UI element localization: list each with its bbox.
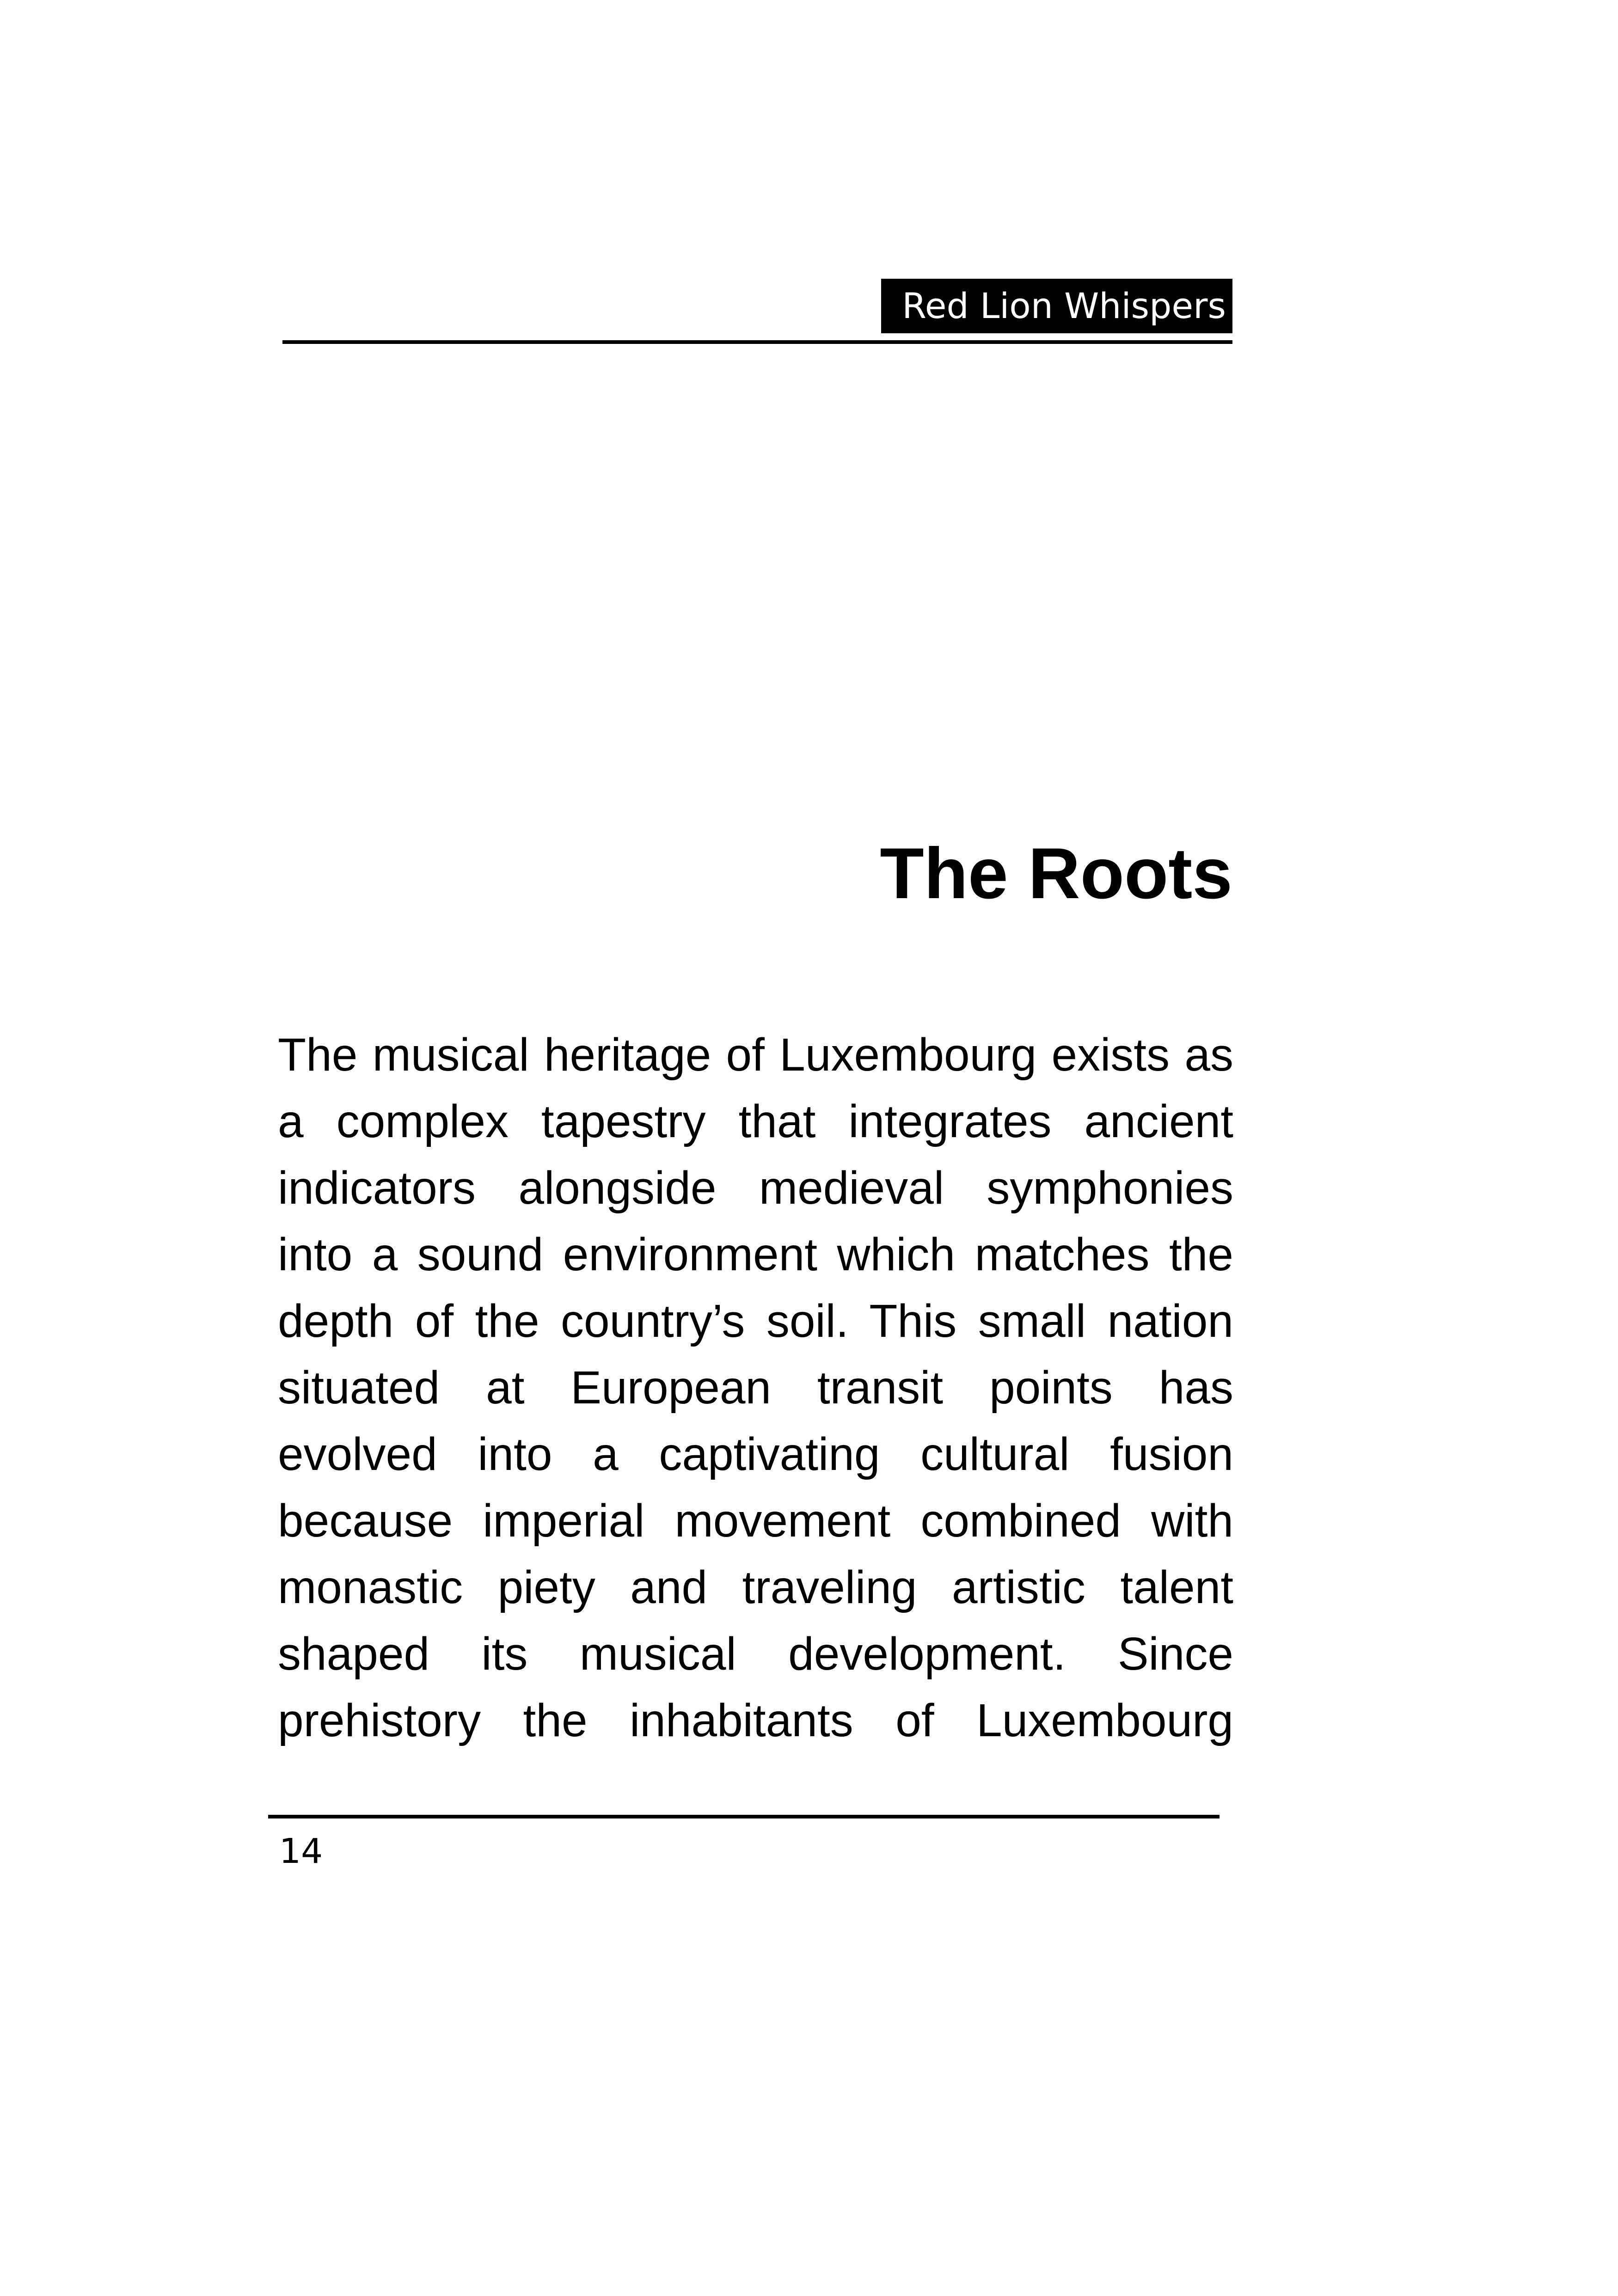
body-line: because imperial movement combined with — [278, 1495, 1233, 1547]
body-paragraph — [278, 1022, 1233, 1754]
body-line: indicators alongside medieval symphonies — [278, 1162, 1233, 1214]
body-line: situated at European transit points has — [278, 1362, 1233, 1414]
header-rule — [282, 340, 1232, 344]
chapter-title: The Roots — [880, 833, 1232, 914]
body-line: The musical heritage of Luxembourg exists as — [278, 1029, 1233, 1081]
body-line: depth of the country’s soil. This small nation — [278, 1295, 1233, 1347]
body-line: monastic piety and traveling artistic talent — [278, 1561, 1233, 1613]
running-header-title: Red Lion Whispers — [881, 279, 1232, 333]
body-line: into a sound environment which matches the — [278, 1229, 1233, 1280]
body-line: a complex tapestry that integrates ancient — [278, 1096, 1233, 1147]
page-number: 14 — [279, 1831, 323, 1871]
body-line: shaped its musical development. Since — [278, 1628, 1233, 1680]
body-line: evolved into a captivating cultural fusion — [278, 1428, 1233, 1480]
body-line: prehistory the inhabitants of Luxembourg — [278, 1695, 1233, 1746]
footer-rule — [268, 1815, 1220, 1818]
